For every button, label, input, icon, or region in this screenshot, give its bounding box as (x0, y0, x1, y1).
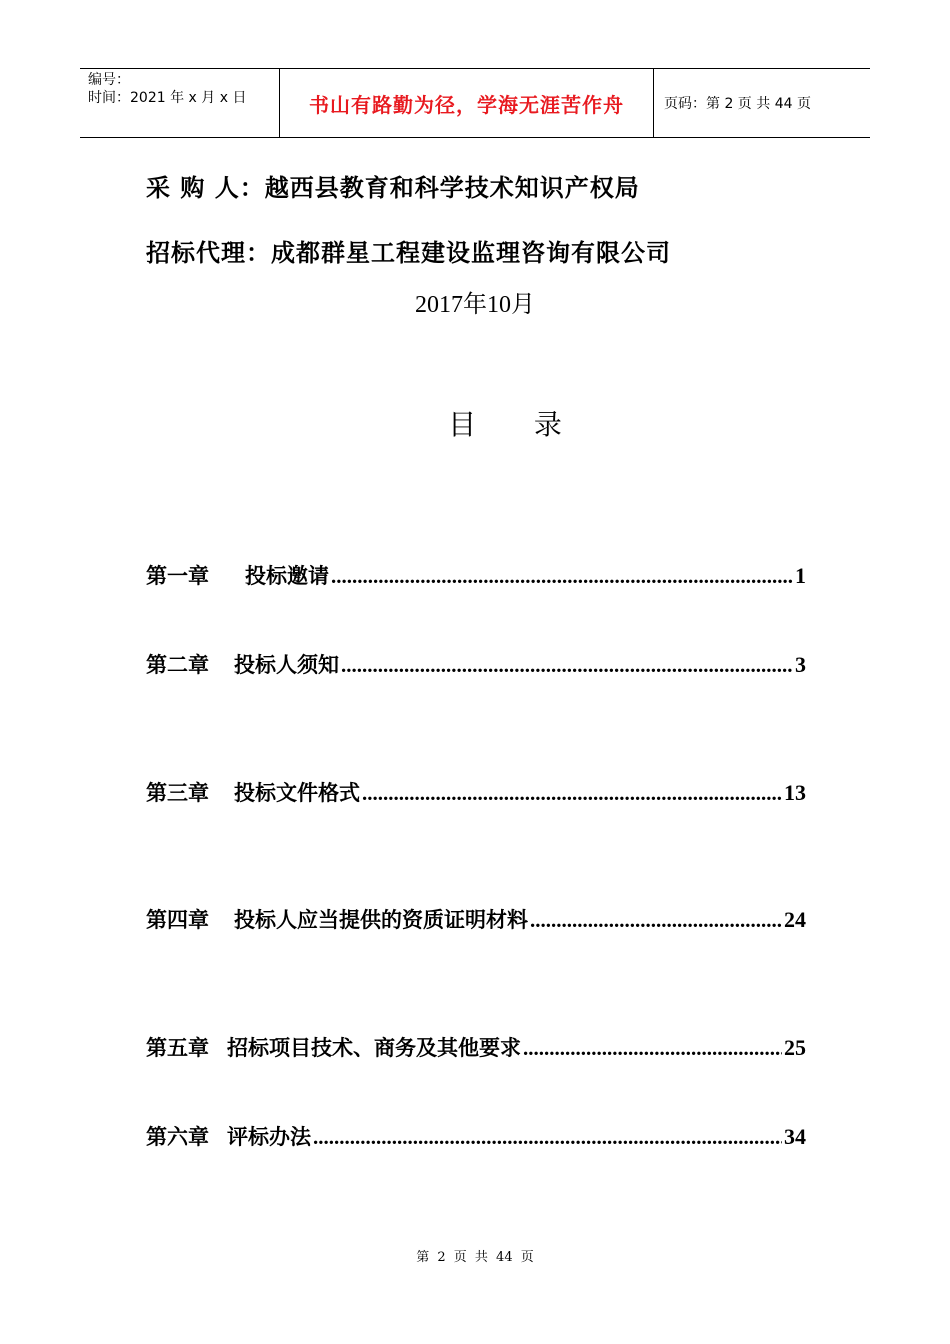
header-page-info: 页码：第 2 页 共 44 页 (664, 96, 811, 112)
toc-chapter: 第六章 (146, 1125, 209, 1149)
toc-entry[interactable] (146, 649, 806, 679)
toc-page: 13 (784, 780, 806, 805)
toc-name: 投标邀请 (245, 564, 329, 588)
toc-name: 投标人须知 (234, 653, 339, 677)
toc-chapter: 第四章 (146, 908, 209, 932)
agent-value: 成都群星工程建设监理咨询有限公司 (271, 239, 671, 267)
toc-entry[interactable] (146, 560, 806, 590)
toc-page: 25 (784, 1035, 806, 1060)
toc-chapter: 第一章 (146, 564, 209, 588)
header-motto: 书山有路勤为径，学海无涯苦作舟 (280, 69, 654, 137)
toc-name: 评标办法 (227, 1125, 311, 1149)
toc-name: 投标人应当提供的资质证明材料 (234, 908, 528, 932)
toc-entry[interactable] (146, 777, 806, 807)
toc-leader (362, 781, 782, 806)
toc-page: 24 (784, 907, 806, 932)
toc-leader (341, 653, 793, 678)
toc-page: 34 (784, 1124, 806, 1149)
toc-title (0, 403, 950, 443)
time-label: 时间：2021 年 x 月 x 日 (88, 90, 247, 106)
toc-leader (331, 564, 793, 589)
toc-name: 投标文件格式 (234, 781, 360, 805)
agent-label: 招标代理： (146, 239, 271, 267)
page-footer: 第 2 页 共 44 页 (416, 1250, 534, 1265)
toc-page: 3 (795, 652, 806, 677)
toc-entry[interactable] (146, 1032, 806, 1062)
toc-entry[interactable] (146, 904, 806, 934)
agent-line (146, 233, 671, 268)
document-date: 2017年10月 (415, 292, 535, 318)
number-label: 编号： (88, 72, 130, 88)
toc-title-char-1: 目 (448, 408, 477, 441)
purchaser-line (146, 168, 640, 203)
toc-leader (523, 1036, 782, 1061)
purchaser-label: 采 购 人： (146, 174, 265, 202)
page-header (80, 68, 870, 138)
toc-name: 招标项目技术、商务及其他要求 (227, 1036, 521, 1060)
toc-chapter: 第二章 (146, 653, 209, 677)
header-meta (80, 69, 280, 137)
toc-leader (530, 908, 782, 933)
toc-chapter: 第三章 (146, 781, 209, 805)
toc-chapter: 第五章 (146, 1036, 209, 1060)
toc-page: 1 (795, 563, 806, 588)
toc-title-char-2: 录 (533, 408, 562, 441)
purchaser-value: 越西县教育和科学技术知识产权局 (264, 174, 640, 202)
toc-leader (313, 1125, 782, 1150)
toc-entry[interactable] (146, 1121, 806, 1151)
